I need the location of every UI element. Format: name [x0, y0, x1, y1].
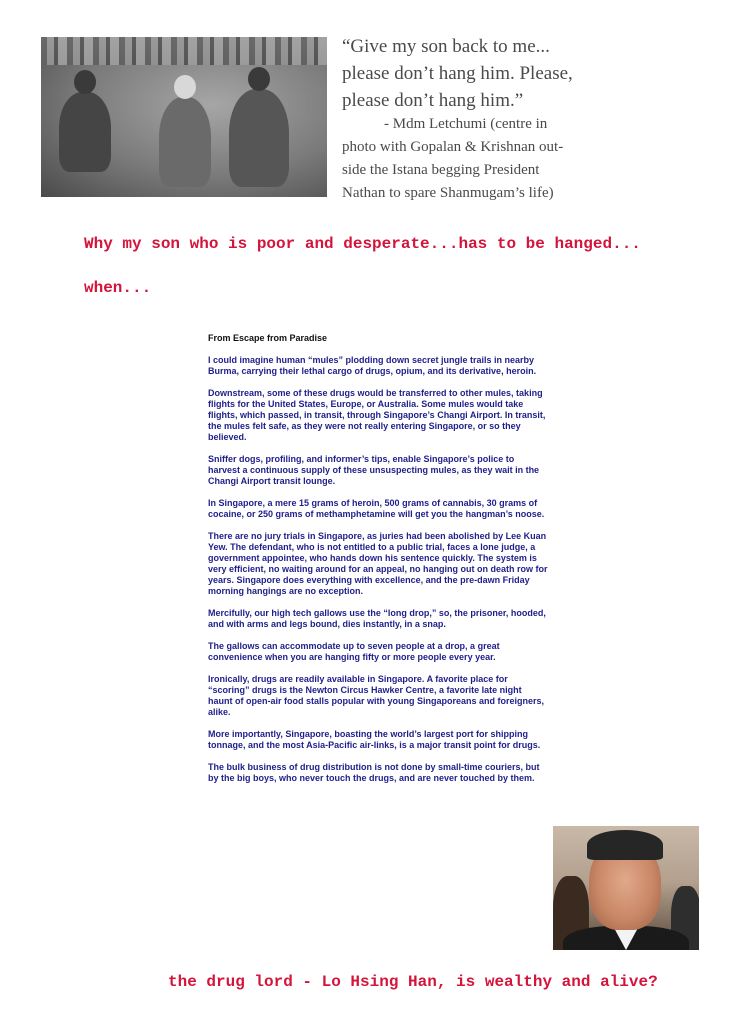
article-paragraph: The gallows can accommodate up to seven people at a drop, a great convenience when you are hanging fifty or more people every year. [208, 641, 500, 662]
article-paragraph: More importantly, Singapore, boasting the world’s largest port for shipping tonnage, and the most Asia-Pacific air-links, is a major transit point for drugs. [208, 729, 541, 750]
article-paragraph: There are no jury trials in Singapore, as juries had been abolished by Lee Kuan Yew. The defendant, who is not entitled to a public trial, faces a lone judge, a government appointee, who hands down his sentence quickly. The system is very efficient, no waiting around for an appeal, no hanging out on death row for years. Singapore does everything with excellence, and the pre-dawn Friday morning hangings are no exception. [208, 531, 548, 596]
footer-question: the drug lord - Lo Hsing Han, is wealthy and alive? [168, 973, 658, 991]
article-paragraph: Sniffer dogs, profiling, and informer’s tips, enable Singapore’s police to harvest a continuous supply of these unsuspecting mules, as they wait in the Changi Airport transit lounge. [208, 454, 540, 486]
caption-line-4: Nathan to spare Shanmugam’s life) [342, 185, 554, 201]
quote-line-2: please don’t hang him. Please, [342, 63, 573, 84]
headline-when: when... [84, 279, 152, 297]
caption-line-2: photo with Gopalan & Krishnan out- [342, 139, 564, 155]
quote-line-3: please don’t hang him.” [342, 90, 524, 111]
article-paragraph: Mercifully, our high tech gallows use the “long drop,” so, the prisoner, hooded, and with arms and legs bound, dies instantly, in a snap. [208, 608, 546, 629]
article-paragraph: Downstream, some of these drugs would be transferred to other mules, taking flights for the United States, Europe, or Australia. Some mules would take flights, which passed, in transit, through Singapore’s Changi Airport. In transit, the mules felt safe, as they were not really entering Singapore, or so they believed. [208, 388, 546, 442]
photo-background-trees [41, 37, 327, 65]
caption-line-3: side the Istana begging President [342, 162, 540, 178]
article-paragraph: I could imagine human “mules” plodding down secret jungle trails in nearby Burma, carrying their lethal cargo of drugs, opium, and its derivative, heroin. [208, 355, 537, 376]
photo-figure-left [59, 92, 111, 172]
portrait-hair [587, 830, 663, 860]
photo-figure-right [229, 89, 289, 187]
pull-quote [342, 33, 612, 114]
photo-caption [342, 113, 610, 205]
article-source: From Escape from Paradise [208, 333, 328, 343]
headline: Why my son who is poor and desperate...has to be hanged... [84, 235, 641, 253]
article-paragraph: In Singapore, a mere 15 grams of heroin, 500 grams of cannabis, 30 grams of cocaine, or 250 grams of methamphetamine will get you the hangman’s noose. [208, 498, 545, 519]
article-paragraph: The bulk business of drug distribution is not done by small-time couriers, but by the big boys, who never touch the drugs, and are never touched by them. [208, 762, 540, 783]
top-photo [41, 37, 327, 197]
quote-line-1: “Give my son back to me... [342, 36, 550, 57]
portrait-photo [553, 826, 699, 950]
photo-figure-centre [159, 97, 211, 187]
article-excerpt [208, 333, 548, 795]
article-paragraph: Ironically, drugs are readily available in Singapore. A favorite place for “scoring” drugs is the Newton Circus Hawker Centre, a favorite late night haunt of open-air food stalls popular with young Singaporeans and foreigners, alike. [208, 674, 545, 717]
caption-line-1: - Mdm Letchumi (centre in [384, 116, 548, 132]
